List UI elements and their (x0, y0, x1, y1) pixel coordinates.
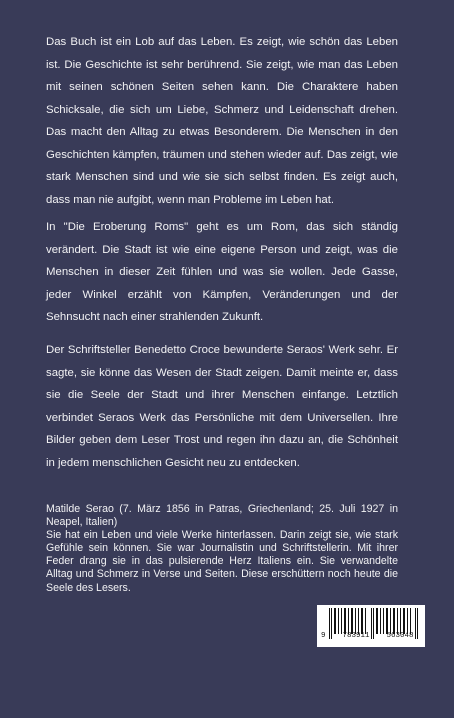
barcode-bar (393, 608, 395, 634)
barcode-bar (348, 608, 349, 634)
barcode-bar (397, 608, 398, 634)
author-bio (46, 503, 398, 595)
barcode-bars (329, 608, 419, 634)
barcode-digits-right: 563048 (386, 632, 414, 640)
barcode-bar (334, 608, 336, 634)
barcode-bar (403, 608, 405, 634)
barcode-bar (351, 608, 353, 634)
barcode-bar (341, 608, 342, 634)
barcode-bar (376, 608, 378, 634)
isbn-barcode (317, 605, 425, 647)
barcode-bar (383, 608, 384, 634)
barcode-bar (361, 608, 363, 634)
barcode-digits (321, 632, 423, 640)
barcode-bar (386, 608, 388, 634)
barcode-bar (380, 608, 381, 634)
blurb-paragraph-3: Der Schriftsteller Benedetto Croce bewunderte Seraos' Werk sehr. Er sagte, sie könne das Wesen der Stadt zeigen. Damit meinte er, dass sie die Seele der Stadt und ihrer Menschen einfange. Letztlich verbindet Seraos Werk das Persönliche mit dem Universellen. Ihre Bilder geben dem Leser Trost und regen ihn dazu an, die Schönheit in jedem menschlichen Gesicht neu zu entdecken. (46, 344, 398, 469)
author-bio-text: Sie hat ein Leben und viele Werke hinterlassen. Darin zeigt sie, wie stark Gefühle sein können. Sie war Journalistin und Schriftstellerin. Mit ihrer Feder drang sie in das pulsierende Herz Italiens ein. Sie verwandelte Alltag und Schmerz in Verse und Seiten. Diese erschüttern noch heute die Seele des Lesers. (46, 529, 398, 594)
barcode-bar (338, 608, 339, 634)
blurb-paragraph-1: Das Buch ist ein Lob auf das Leben. Es zeigt, wie schön das Leben ist. Die Geschichte ist sehr berührend. Sie zeigt, wie man das Leben mit seinen schönen Seiten sehen kann. Die Charaktere haben Schicksale, die sich um Liebe, Schmerz und Leidenschaft drehen. Das macht den Alltag zu etwas Besonderem. Die Menschen in den Geschichten kämpfen, träumen und stehen wieder auf. Das zeigt, wie stark Menschen sind und wie sie sich selbst finden. Es zeigt auch, dass man nie aufgibt, wenn man Probleme im Leben hat. (46, 36, 398, 206)
blurb-paragraph-2: In "Die Eroberung Roms" geht es um Rom, das sich ständig verändert. Die Stadt ist wie eine eigene Person und zeigt, was die Menschen in dieser Zeit fühlen und was sie wollen. Jede Gasse, jeder Winkel erzählt von Kämpfen, Veränderungen und der Sehnsucht nach einer strahlenden Zukunft. (46, 221, 398, 323)
barcode-bar (410, 608, 411, 634)
barcode-bar (390, 608, 391, 634)
barcode-bar (407, 608, 408, 634)
barcode-bar (365, 608, 366, 634)
barcode-bar (355, 608, 356, 634)
barcode-digit-lead: 9 (321, 632, 326, 640)
author-heading: Matilde Serao (7. März 1856 in Patras, Griechenland; 25. Juli 1927 in Neapel, Italien) (46, 503, 398, 529)
barcode-bar (400, 608, 401, 634)
barcode-digits-left: 783911 (342, 632, 370, 640)
barcode-bar (344, 608, 346, 634)
barcode-bar (358, 608, 359, 634)
